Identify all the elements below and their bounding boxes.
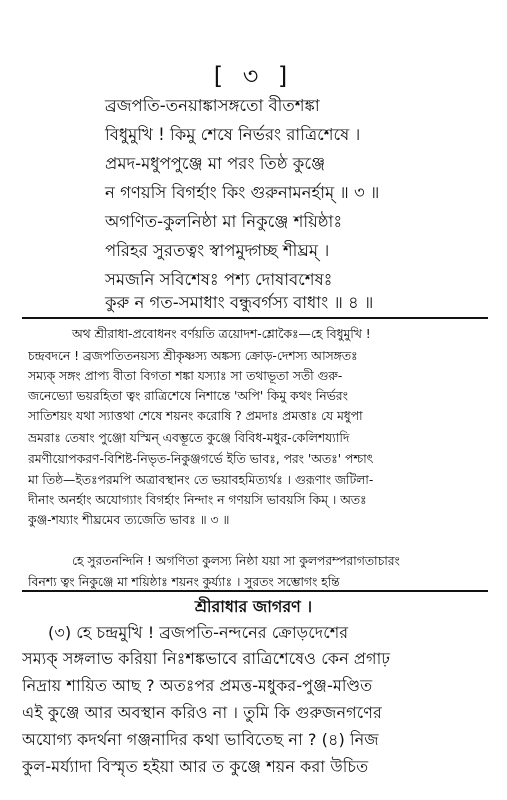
prose-line: সম্যক্ সঙ্গলাভ করিয়া নিঃশঙ্কভাবে রাত্রিশেষেও কেন প্রগাঢ়: [22, 649, 391, 668]
verse-line: সমজনি সবিশেষঃ পশ্য দোষাবশেষঃ: [105, 270, 333, 289]
commentary-line: ভ্রমরাঃ তেষাং পুঞ্জো যস্মিন্ এবম্ভূতে কুঞ্জে বিবিধ-মধুর-কেলিশয্যাদি: [28, 431, 350, 445]
commentary-line: অথ শ্রীরাধা-প্রবোধনং বর্ণয়তি ত্রয়োদশ-শ্লোকৈঃ—হে বিধুমুখি !: [72, 327, 371, 341]
verse-line: প্রমদ-মধুপপুঞ্জে মা পরং তিষ্ঠ কুঞ্জে: [105, 154, 326, 173]
page-number: [ ৩ ]: [213, 62, 294, 90]
verse-line: ন গণয়সি বিগর্হাং কিং গুরুনামনর্হাম্ ॥ ৩ ॥: [105, 183, 380, 202]
verse-line: ব্রজপতি-তনয়াঙ্কাসঙ্গতো বীতশঙ্কা: [105, 96, 320, 115]
commentary-line: দীনাং অনর্হাং অযোগ্যাং বিগর্হাং নিন্দাং ন গণয়সি ভাবয়সি কিম্ । অতঃ: [28, 493, 367, 507]
commentary-line: কুঞ্জ-শয্যাং শীঘ্রমেব ত্যজেতি ভাবঃ ॥ ৩ ॥: [28, 513, 230, 527]
prose-line: এই কুঞ্জে আর অবস্থান করিও না । তুমি কি গুরুজনগণের: [22, 703, 382, 722]
verse-line: পরিহর সুরতত্বং স্বাপমুদ্গচ্ছ শীঘ্রম্ ।: [105, 241, 330, 260]
commentary-line: জনেভ্যো ভয়রহিতা ত্বং রাত্রিশেষে নিশান্তে 'অপি' কিমু কথং নির্ভরং: [28, 389, 348, 403]
commentary-line: মা তিষ্ঠ—ইতঃপরমপি অত্রাবস্থানং তে ভয়াবহমিত্যর্থঃ । গুরূণাং জটিলা-: [28, 473, 374, 487]
verse-line: কুরু ন গত-সমাধাং বন্ধুবর্গস্য বাধাং ॥ ৪ ॥: [105, 293, 374, 312]
prose-line: (৩) হে চন্দ্রমুখি ! ব্রজপতি-নন্দনের ক্রোড়দেশের: [48, 623, 349, 642]
commentary-line: চন্দ্রবদনে ! ব্রজপতিতনয়স্য শ্রীকৃষ্ণস্য অঙ্কস্য ক্রোড়-দেশস্য আসঙ্গতঃ: [28, 349, 358, 363]
verse-line: অগণিত-কুলনিষ্ঠা মা নিকুঞ্জে শয়িষ্ঠাঃ: [105, 212, 343, 231]
commentary-line: হে সুরতনন্দিনি ! অগণিতা কুলস্য নিষ্ঠা যয়া সা কুলপরম্পরাগতাচারং: [72, 554, 400, 568]
divider: [22, 590, 488, 592]
prose-line: অযোগ্য কদর্থনা গঞ্জনাদির কথা ভাবিতেছ না ? (৪) নিজ: [22, 730, 379, 749]
commentary-line: রমণীয়োপকরণ-বিশিষ্ট-নিভৃত-নিকুঞ্জগর্ভে ইতি ভাবঃ, পরং 'অতঃ' পশ্চাৎ: [28, 452, 374, 466]
commentary-line: সাতিশয়ং যথা স্যাত্তথা শেষে শয়নং করোষি ? প্রমদাঃ প্রমত্তাঃ যে মধুপা: [28, 409, 363, 423]
commentary-line: বিনশ্য ত্বং নিকুঞ্জে মা শয়িষ্ঠাঃ শয়নং কুর্য্যাঃ । সুরতং সম্ভোগং হন্তি: [28, 575, 340, 589]
prose-line: নিদ্রায় শায়িত আছ ? অতঃপর প্রমত্ত-মধুকর-পুঞ্জ-মণ্ডিত: [22, 676, 373, 695]
verse-line: বিধুমুখি ! কিমু শেষে নির্ভরং রাত্রিশেষে ।: [105, 125, 361, 144]
commentary-line: সম্যক্ সঙ্গং প্রাপ্য বীতা বিগতা শঙ্কা যস্যাঃ সা তথাভূতা সতী গুরু-: [28, 369, 343, 383]
section-heading: শ্রীরাধার জাগরণ ।: [194, 597, 313, 616]
divider: [22, 317, 488, 319]
prose-line: কুল-মর্য্যাদা বিস্মৃত হইয়া আর ত কুঞ্জে শয়ন করা উচিত: [22, 757, 369, 776]
